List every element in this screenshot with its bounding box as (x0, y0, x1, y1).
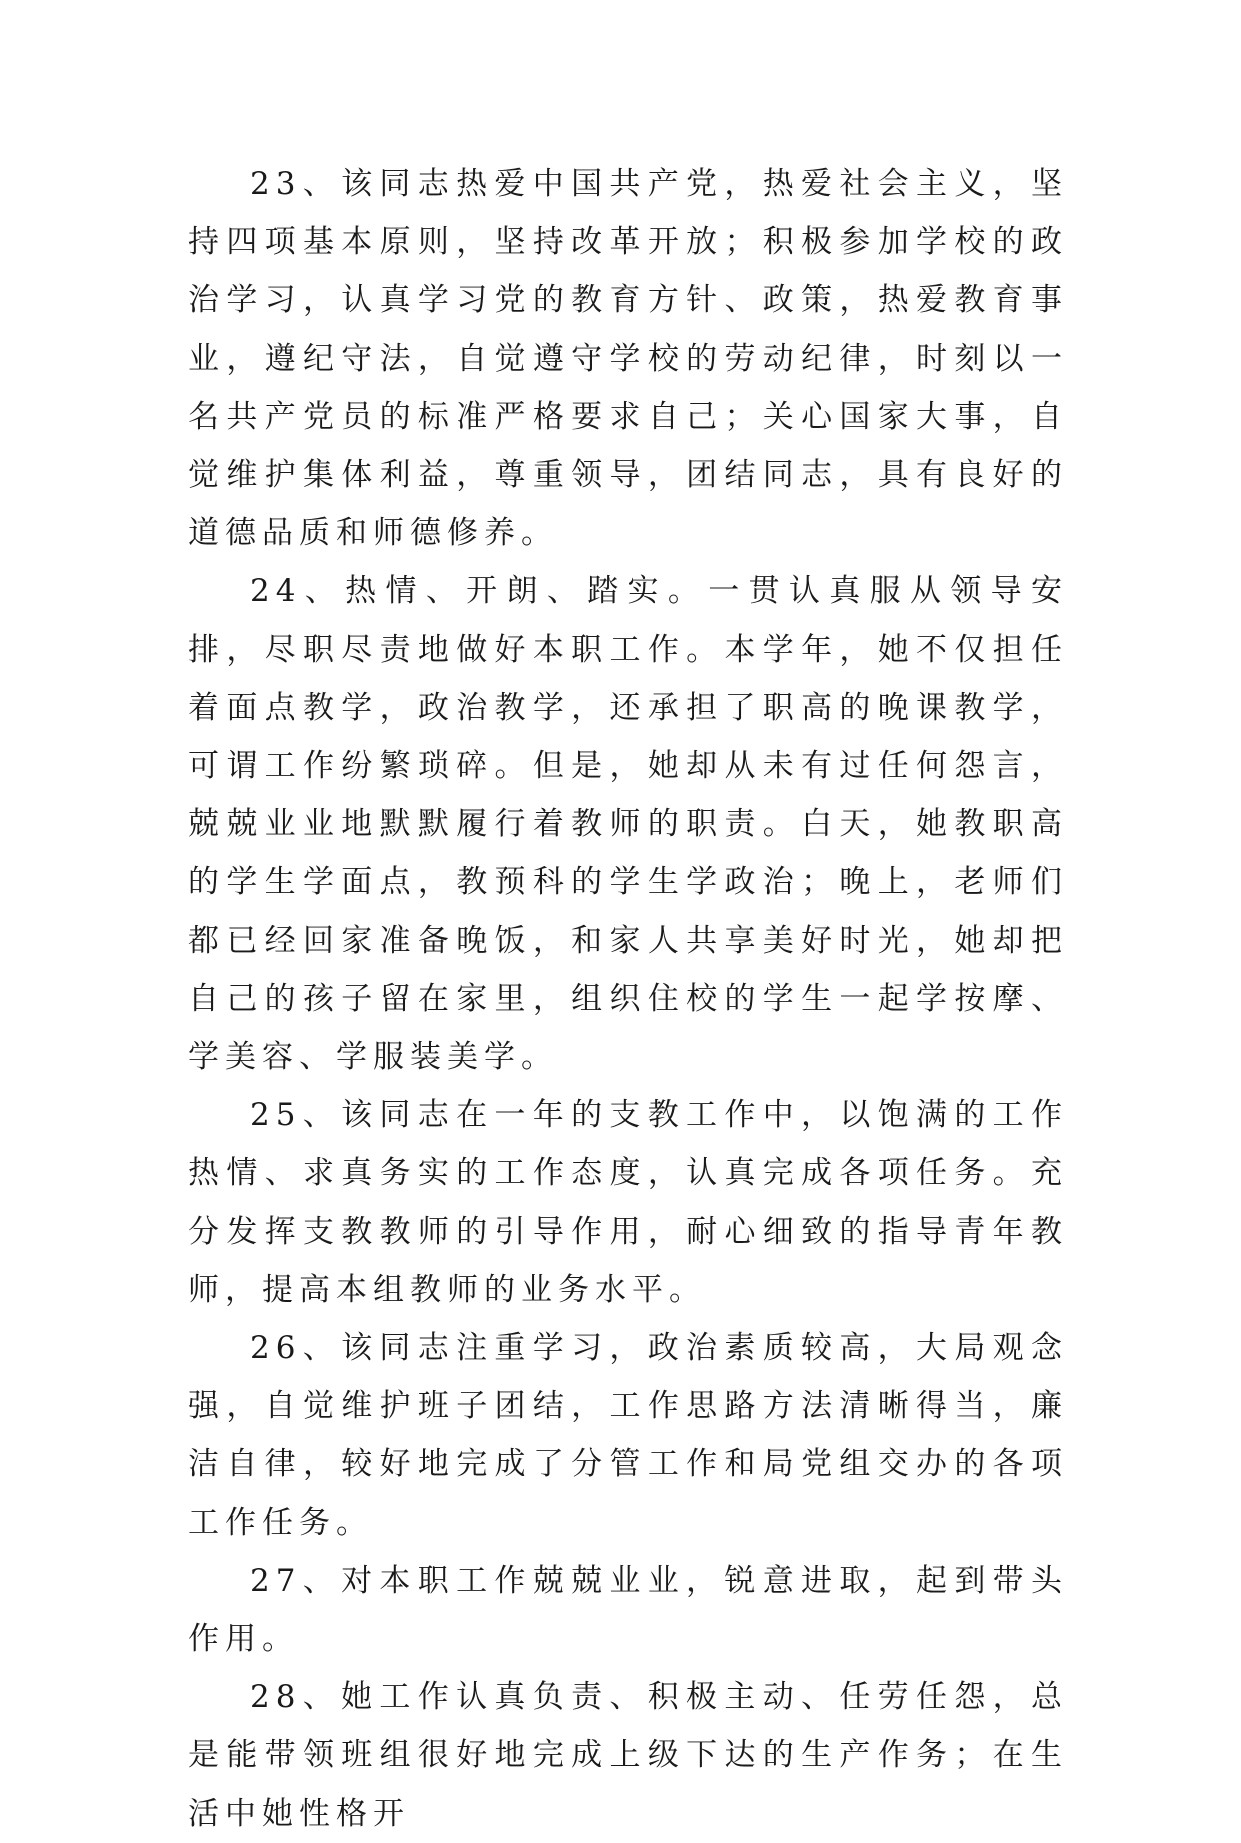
document-body (188, 155, 1068, 1843)
paragraph-24: 24、热情、开朗、踏实。一贯认真服从领导安排，尽职尽责地做好本职工作。本学年，她不仅担任着面点教学，政治教学，还承担了职高的晚课教学，可谓工作纷繁琐碎。但是，她却从未有过任何怨言，兢兢业业地默默履行着教师的职责。白天，她教职高的学生学面点，教预科的学生学政治；晚上，老师们都已经回家准备晚饭，和家人共享美好时光，她却把自己的孩子留在家里，组织住校的学生一起学按摩、学美容、学服装美学。 (188, 573, 1068, 1076)
paragraph-28: 28、她工作认真负责、积极主动、任劳任怨，总是能带领班组很好地完成上级下达的生产作务；在生活中她性格开 (188, 1679, 1068, 1832)
paragraph-26: 26、该同志注重学习，政治素质较高，大局观念强，自觉维护班子团结，工作思路方法清晰得当，廉洁自律，较好地完成了分管工作和局党组交办的各项工作任务。 (188, 1330, 1068, 1541)
paragraph-27: 27、对本职工作兢兢业业，锐意进取，起到带头作用。 (188, 1562, 1068, 1658)
paragraph-23: 23、该同志热爱中国共产党，热爱社会主义，坚持四项基本原则，坚持改革开放；积极参加学校的政治学习，认真学习党的教育方针、政策，热爱教育事业，遵纪守法，自觉遵守学校的劳动纪律，时刻以一名共产党员的标准严格要求自己；关心国家大事，自觉维护集体利益，尊重领导，团结同志，具有良好的道德品质和师德修养。 (188, 166, 1068, 552)
paragraph-25: 25、该同志在一年的支教工作中，以饱满的工作热情、求真务实的工作态度，认真完成各项任务。充分发挥支教教师的引导作用，耐心细致的指导青年教师，提高本组教师的业务水平。 (188, 1097, 1068, 1308)
